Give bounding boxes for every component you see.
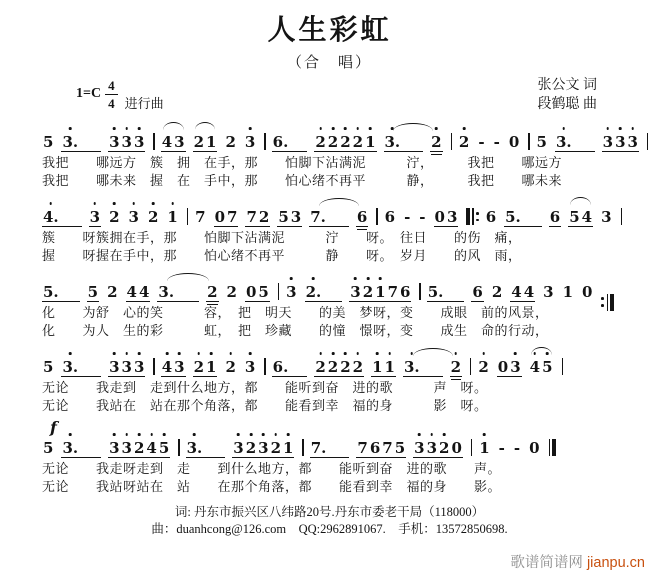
note-group [568,208,593,227]
note: 3 [133,133,145,151]
note: 1 [283,439,294,457]
note: 6 [485,208,497,226]
note: 2 [193,133,205,151]
note-group [581,283,593,301]
note-group [600,208,612,226]
note-group [224,133,236,151]
barline [153,133,154,150]
note-group [245,208,270,227]
note-group [418,208,426,226]
note-group [555,133,595,152]
barline [601,294,613,311]
note: 3 [258,439,269,457]
note: 3. [62,439,79,457]
note: 3 [121,439,132,457]
note: 3 [414,439,425,457]
song-title: 人生彩虹 [267,15,392,46]
barline [451,133,452,150]
note-group [126,283,151,302]
note-group [549,208,561,227]
note: 2 [258,208,270,226]
note-group [536,133,548,151]
note-group [42,133,54,151]
note: 4 [138,283,150,301]
note: - [419,208,426,226]
note: 2 [340,133,351,151]
note: 4 [523,283,535,301]
slur-arc [570,197,591,205]
note-group [310,439,350,458]
barline [549,439,556,456]
note: 3 [174,133,185,151]
barline [178,439,179,456]
note-group [147,208,159,226]
note: - [478,133,485,151]
lyrics-line: 握 呀握在手中，那 怕心绪不再平 静 呀。 岁月 的风 雨， [42,248,522,263]
notes-row [42,428,659,460]
note-group [508,133,520,151]
note: 3 [286,283,297,301]
note-group [224,358,236,376]
note-group [305,283,343,302]
note: 2 [352,133,364,151]
note-group [314,358,364,377]
note-group [194,208,206,226]
note: 2 [107,283,118,301]
note: 4 [161,358,173,376]
lyrics-line: 无论 我走呀走到 走 到什么地方，都 能听到奋 进的歌 声。 [42,461,502,476]
note-group [272,358,308,377]
note: 1 [365,133,376,151]
barline [264,133,265,150]
notes-row [42,272,659,304]
note: 6. [272,133,289,151]
note: 4 [511,283,522,301]
note-group [471,283,483,302]
note: 5. [505,208,521,226]
note-group [166,208,178,226]
note: 0 [245,283,257,301]
tie-arc [413,348,453,356]
note: 3 [601,208,612,226]
note: 6 [369,439,381,457]
barline [419,283,420,300]
note-group [42,358,54,376]
barline [528,133,529,150]
barline [302,439,303,456]
score-system [42,418,659,496]
note: 3 [121,358,132,376]
note-group [513,439,521,457]
note-group [371,358,396,377]
lyrics-line: 无论 我站呀站在 站 在那个角落，都 能看到幸 福的身 影。 [42,479,502,494]
note: - [404,208,411,226]
note: 4 [581,208,593,226]
barline [562,358,563,375]
note-group [61,133,101,152]
note: 3. [403,358,421,376]
note-group [161,133,186,152]
note: 3. [62,133,79,151]
note-group [477,358,489,376]
note: 2 [193,358,205,376]
note-group [193,133,218,152]
note: 4 [126,283,137,301]
barline [278,283,279,300]
note-group [504,208,542,227]
barline [621,208,622,225]
note: 2 [225,133,236,151]
note: 3. [62,358,79,376]
note: 3 [510,358,521,376]
note-group [477,133,485,151]
note: 7 [382,439,393,457]
note-group [108,358,145,377]
note-group [206,283,218,302]
note: 3. [384,133,402,151]
note: 5. [427,283,444,301]
note: 3 [446,208,458,226]
score-system [42,347,659,415]
note: 3 [121,133,132,151]
tie-arc [319,198,359,206]
note-group [61,439,101,458]
note: 1 [206,358,217,376]
tempo-marking: 进行曲 [124,96,164,111]
note: 7 [227,208,238,226]
note: 7. [310,439,327,457]
note-group [42,283,80,302]
note: 5 [43,358,54,376]
note: 3 [290,208,302,226]
note-group [61,358,101,377]
watermark [510,551,645,572]
time-signature-denominator: 4 [108,95,115,111]
composer-credit: 段鹤聪 曲 [537,97,597,112]
note-group [193,358,218,377]
note-group [542,283,554,301]
note: 2 [133,439,145,457]
barline [471,439,472,456]
note-group [384,133,424,152]
barline [466,208,478,225]
score [0,122,659,496]
note: 7 [246,208,257,226]
note: 4 [161,133,173,151]
note: 3. [157,283,175,301]
note-group [562,283,574,301]
note-group [226,283,238,301]
note-group [108,133,145,152]
note: 2 [226,283,237,301]
note: 5. [43,283,59,301]
note-group [244,133,256,151]
note: 5 [43,133,54,151]
note: 2 [270,439,282,457]
note: 0 [497,358,509,376]
lyrics-line: 化 为舒 心的笑 容， 把 明天 的美 梦呀，变 成眼 前的风景， [42,305,549,320]
notes-row [42,197,659,229]
note-group [106,283,118,301]
note-group [87,283,99,302]
note: 2 [245,439,257,457]
note: 3 [109,133,120,151]
note-group [42,439,54,457]
watermark-link[interactable]: jianpu.cn [586,555,645,571]
note: 3 [233,439,244,457]
lyricist-credit: 张公文 词 [537,78,597,93]
time-signature [105,79,118,110]
note-group [430,133,442,152]
footer [0,504,659,538]
note: 1 [562,283,574,301]
note-group [427,283,465,302]
note: 1 [375,283,386,301]
note-group [478,439,490,457]
note: 3 [543,283,554,301]
note-group [384,208,396,226]
note: 6 [549,208,561,226]
note-group [403,358,443,377]
note: 3 [350,283,361,301]
note: 2 [327,358,339,376]
lyrics-line: 无论 我站在 站在那个角落，都 能看到幸 福的身 影 呀。 [42,398,488,413]
note-group [232,439,294,458]
note: 2 [352,358,364,376]
note: 7. [309,208,327,226]
note-group [277,208,302,227]
note: 5 [258,283,269,301]
note: 4 [146,439,157,457]
note: 2 [315,358,326,376]
lyrics-line: 我把 哪未来 握 在 手中，那 怕心绪不再平 静， 我把 哪未来 [42,173,563,188]
note: 0 [214,208,226,226]
note-group [309,208,349,227]
note-group [485,208,497,226]
score-system [42,272,659,340]
score-system [42,122,659,190]
note: 2 [327,133,339,151]
note-group [244,358,256,376]
note-group [497,358,522,377]
note: 6 [384,208,396,226]
dynamic-mark: f [50,418,57,437]
note: 3 [174,358,185,376]
note: 2. [305,283,322,301]
barline [376,208,377,225]
note-group [108,208,120,226]
credits [538,76,598,114]
note: 7 [357,439,368,457]
note: 3 [615,133,626,151]
note-group [272,133,308,152]
song-subtitle: （合 唱） [286,55,372,71]
note: 1 [206,133,217,151]
watermark-site-name: 歌谱简谱网 [510,555,587,571]
note: 5 [569,208,580,226]
note: 3 [602,133,614,151]
note-group [356,439,406,458]
note-group [602,133,639,152]
note: 0 [582,283,593,301]
note: 3 [128,208,139,226]
barline [187,208,188,225]
note-group [285,283,297,301]
score-system [42,197,659,265]
note-group [434,208,459,227]
note: 2 [458,133,470,151]
note-group [349,283,411,302]
note: 2 [491,283,503,301]
note-group [157,283,199,302]
note-group [529,358,554,376]
note: - [498,439,505,457]
note: 5 [158,439,170,457]
note: 7 [195,208,206,226]
note: 6 [356,208,368,226]
note: 0 [451,439,462,457]
note: 3. [186,439,203,457]
repeat-dots [601,294,604,311]
note-group [214,208,239,227]
note: 2 [340,358,351,376]
tie-arc [393,123,433,131]
note: 3 [109,439,120,457]
note: - [493,133,500,151]
note: 2 [225,358,236,376]
note: 5 [542,358,553,376]
note: 3 [426,439,438,457]
note: 5 [394,439,406,457]
note-group [528,439,540,457]
note: 2 [147,208,159,226]
note: 2 [450,358,462,376]
note-group [42,208,82,227]
slur-arc [163,122,184,130]
note: 3 [244,358,256,376]
note-group [458,133,470,151]
note: 2 [478,358,489,376]
barline [470,358,471,375]
tie-arc [167,273,209,281]
barline [153,358,154,375]
key-and-tempo [76,74,164,114]
note: 5 [278,208,289,226]
note-group [186,439,226,458]
note-group [493,133,501,151]
note: 3 [627,133,638,151]
note: 0 [434,208,445,226]
note-group [450,358,462,377]
note: 0 [508,133,520,151]
note: 6. [272,358,289,376]
footer-contact-line2: 曲：duanhcong@126.com QQ:2962891067. 手机：13572850698. [151,522,508,536]
note: 2 [109,208,120,226]
note: 6 [472,283,483,301]
lyrics-line: 我把 哪远方 簇 拥 在手，那 怕脚下沾满泥 泞， 我把 哪远方 [42,155,563,170]
slur-arc [195,122,216,130]
note-group [89,208,101,227]
note: 1 [384,358,395,376]
footer-contact-line1: 词: 丹东市振兴区八纬路20号.丹东市委老干局（118000） [174,505,485,519]
note: 2 [431,133,442,151]
barline [647,133,648,150]
note: 2 [439,439,450,457]
note: 5 [536,133,547,151]
note-group [491,283,503,301]
note: 3 [109,358,120,376]
note: 2 [362,283,374,301]
barline [264,358,265,375]
note: 1 [372,358,383,376]
lyrics-line: 化 为人 生的彩 虹， 把 珍藏 的憧 憬呀，变 成生 命的行动， [42,323,549,338]
note: 6 [400,283,411,301]
note-group [128,208,140,226]
note: 3 [133,358,145,376]
note: 2 [207,283,218,301]
note: 3 [244,133,256,151]
lyrics-line: 无论 我走到 走到什么地方，都 能听到奋 进的歌 声 呀。 [42,380,488,395]
note: 4 [529,358,541,376]
note-group [314,133,376,152]
score-header [0,72,659,114]
note-group [413,439,463,458]
note: 7 [387,283,398,301]
note-group [403,208,411,226]
notes-row [42,347,659,379]
note: 1 [167,208,178,226]
note: 5 [87,283,99,301]
note-group [161,358,186,377]
time-signature-numerator: 4 [105,79,118,95]
repeat-dots [476,208,479,225]
note: 4. [43,208,59,226]
note: 3. [555,133,572,151]
note-group [356,208,368,227]
note: - [513,439,521,457]
note: 0 [529,439,540,457]
note-group [108,439,170,458]
key-signature: 1=C [76,86,102,101]
note: 5 [43,439,54,457]
notes-row [42,122,659,154]
lyrics-line: 簇 呀簇拥在手，那 怕脚下沾满泥 泞 呀。 往日 的伤 痛， [42,230,522,245]
note: 2 [315,133,326,151]
note-group [498,439,506,457]
note: 1 [479,439,490,457]
note: 3 [89,208,101,226]
note-group [245,283,270,302]
note-group [510,283,535,302]
